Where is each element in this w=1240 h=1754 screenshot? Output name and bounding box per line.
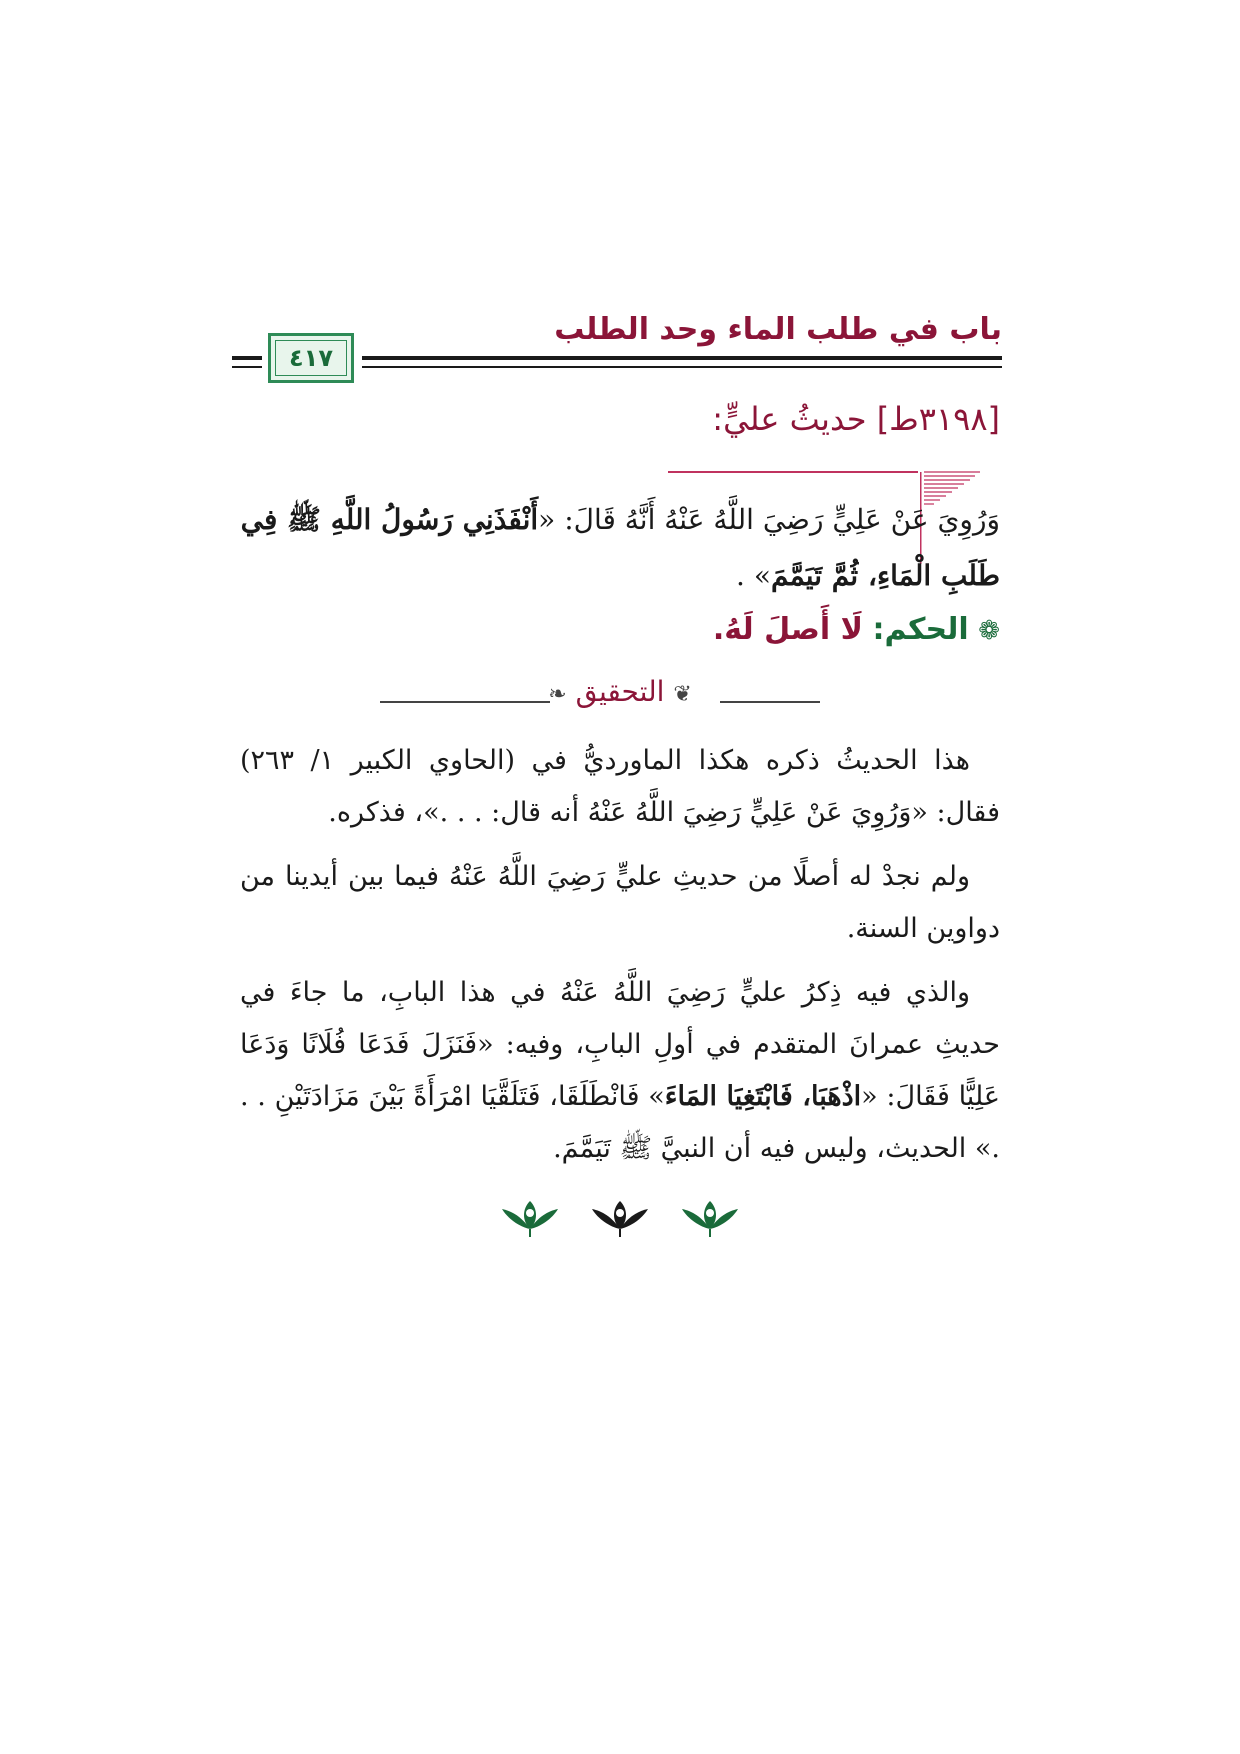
- ruling-label: الحكم:: [872, 612, 969, 647]
- page-number-box: [268, 333, 354, 383]
- header-rule-right: [362, 356, 1002, 360]
- paragraph-2: ولم نجدْ له أصلًا من حديثِ عليٍّ رَضِيَ اللَّهُ عَنْهُ فيما بين أيدينا من دواوين السنة.: [240, 861, 1000, 944]
- hadith-text-intro: وَرُوِيَ عَنْ عَلِيٍّ رَضِيَ اللَّهُ عَنْهُ أَنَّهُ قَالَ: «: [538, 503, 1000, 536]
- page-number: ٤١٧: [289, 344, 333, 372]
- flower-ornament-icon: [500, 1195, 560, 1239]
- flower-ornament-icon: [680, 1195, 740, 1239]
- header-rule-right-thin: [362, 366, 1002, 368]
- header-rule-left-thin: [232, 366, 262, 368]
- hadith-title: [٣١٩٨ط] حديثُ عليٍّ:: [712, 400, 1000, 438]
- title-underline: [668, 471, 918, 473]
- body-text: [240, 735, 1000, 1187]
- hadith-text-quote: أَنْفَذَنِي رَسُولُ اللَّهِ ﷺ فِي طَلَبِ الْمَاءِ، ثُمَّ تَيَمَّمَ: [240, 503, 1000, 592]
- ornament-left-icon: ❦: [673, 682, 692, 707]
- hadith-text: [240, 492, 1000, 604]
- flower-ornament-icon: [590, 1195, 650, 1239]
- paragraph-3-quote: اذْهَبَا، فَابْتَغِيَا المَاءَ: [664, 1081, 862, 1112]
- header-rule-left: [232, 356, 262, 360]
- section-heading: [320, 675, 920, 725]
- ruling-value: لَا أَصلَ لَهُ.: [712, 612, 863, 647]
- end-ornaments: [500, 1195, 740, 1245]
- hadith-text-end: » .: [736, 559, 771, 592]
- paragraph-1: هذا الحديثُ ذكره هكذا الماورديُّ في (الحاوي الكبير ١/ ٢٦٣) فقال: «وَرُوِيَ عَنْ عَلِيٍّ رَضِيَ اللَّهُ عَنْهُ أنه قال: . . .»، فذكره.: [240, 745, 1000, 828]
- running-header-title: باب في طلب الماء وحد الطلب: [554, 312, 1002, 347]
- ornament-right-icon: ❧: [548, 682, 567, 707]
- paragraph-3: والذي فيه ذِكرُ عليٍّ رَضِيَ اللَّهُ عَنْهُ في هذا البابِ، ما جاءَ في حديثِ عمرانَ المتقدم في أولِ البابِ، وفيه: «فَنَزَلَ فَدَعَا فُلَانًا وَدَعَا عَلِيًّا فَقَالَ: «اذْهَبَا، فَابْتَغِيَا المَاءَ» فَانْطَلَقَا، فَتَلَقَّيَا امْرَأَةً بَيْنَ مَزَادَتَيْنِ . . .» الحديث، وليس فيه أن النبيَّ ﷺ تَيَمَّمَ.: [240, 977, 1000, 1164]
- flower-icon: ❁: [978, 616, 1000, 646]
- section-heading-text: ❦ التحقيق ❧: [548, 675, 692, 708]
- ruling-line: [713, 612, 1000, 647]
